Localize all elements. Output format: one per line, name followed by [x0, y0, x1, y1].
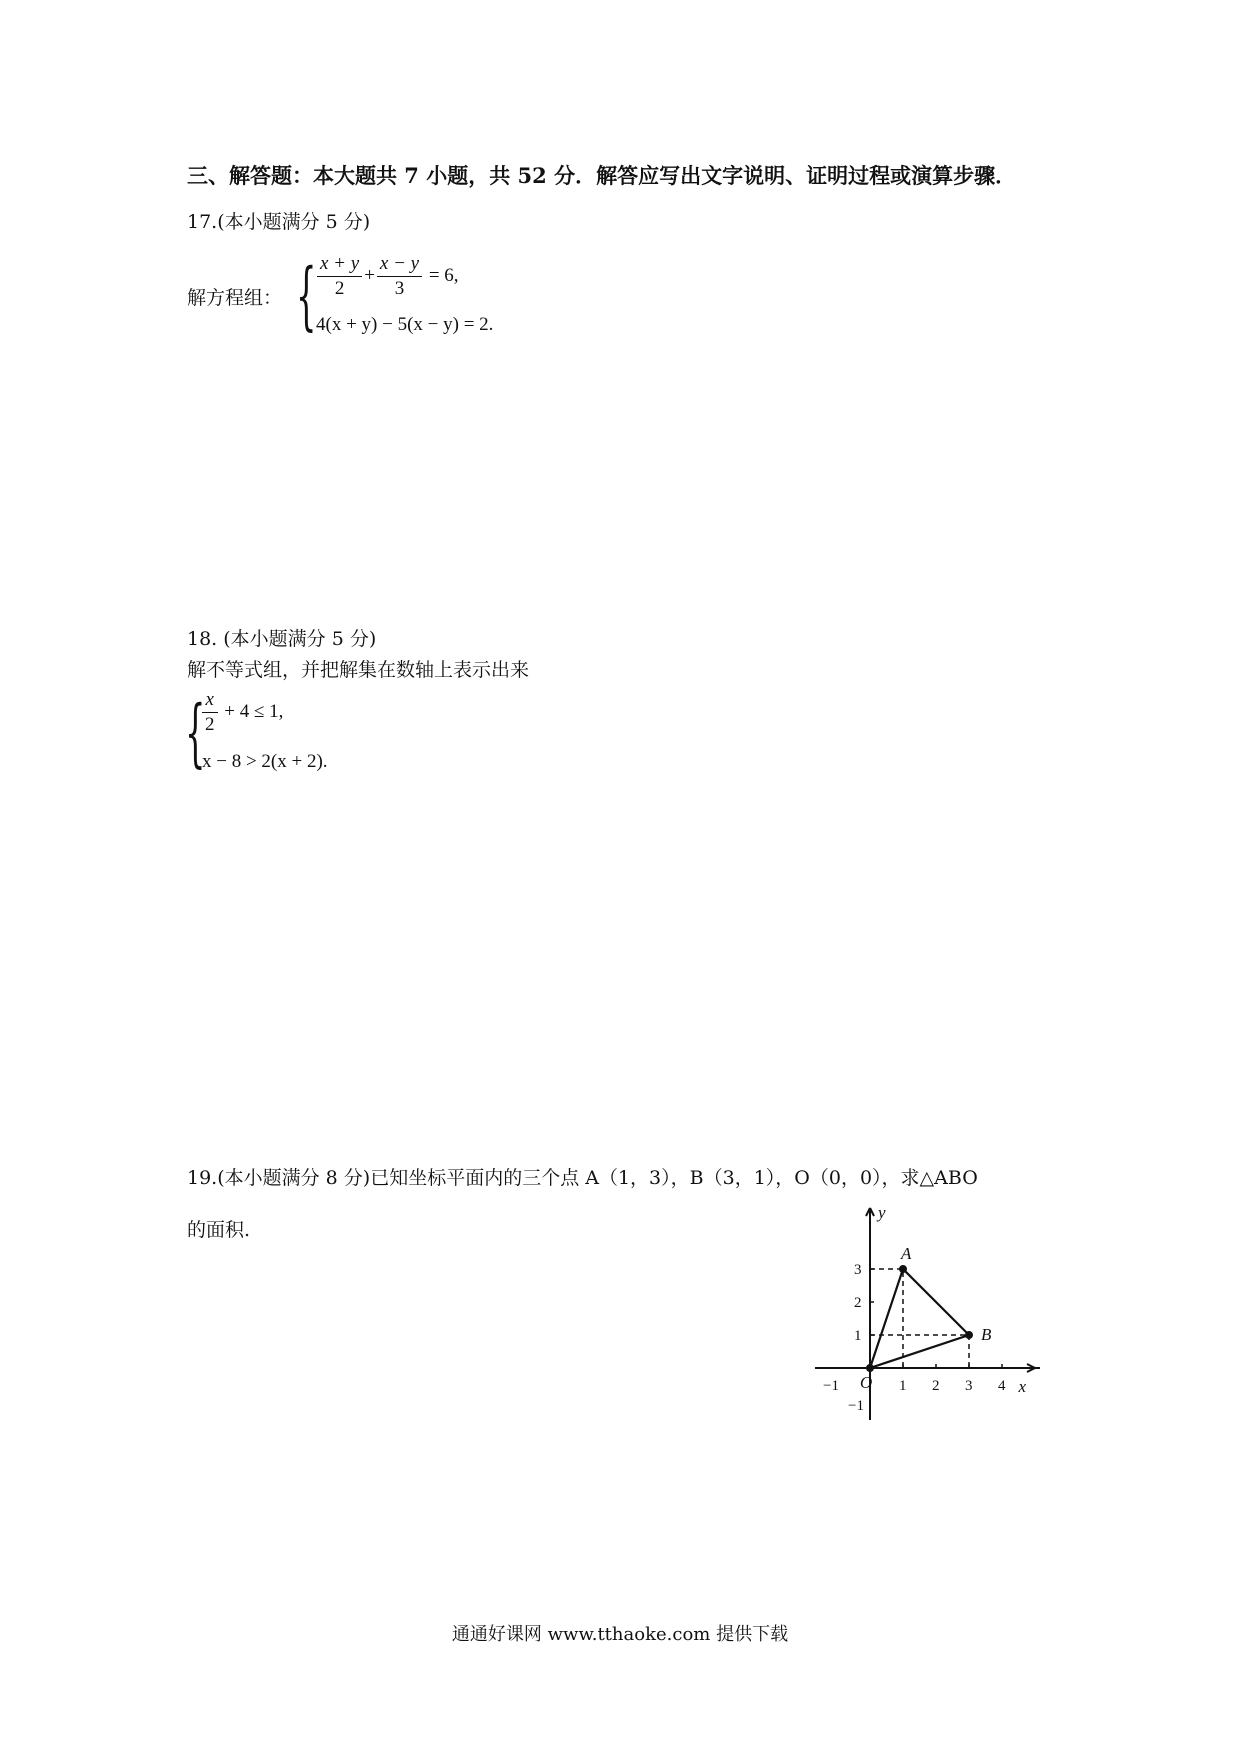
x-axis-label: x: [1018, 1377, 1027, 1396]
point-o-dot: [867, 1365, 873, 1371]
q17-equation-1: [315, 252, 459, 301]
x-tick-label: 1: [899, 1378, 907, 1394]
y-tick-label: −1: [848, 1398, 864, 1414]
q17-rhs: = 6,: [428, 264, 459, 286]
q18-inequality-1-rest: + 4 ≤ 1,: [224, 700, 284, 722]
q17-denominator-2: 3: [394, 278, 405, 299]
point-a-dot: [900, 1266, 906, 1272]
point-a-label: A: [901, 1244, 912, 1263]
q19-line-1: 19.(本小题满分 8 分)已知坐标平面内的三个点 A（1，3），B（3，1），O（0，0），求△ABO: [187, 1167, 978, 1189]
q17-fraction-1: [317, 252, 362, 301]
q17-numerator-2: x − y: [377, 252, 422, 277]
q18-header: 18. (本小题满分 5 分): [187, 628, 377, 650]
q17-header: 17.(本小题满分 5 分): [187, 211, 371, 233]
origin-label: O: [860, 1373, 873, 1392]
x-tick-label: 4: [998, 1378, 1006, 1394]
y-tick-label: 3: [854, 1262, 862, 1278]
triangle-abo: [870, 1269, 969, 1368]
q18-numerator: x: [202, 688, 218, 713]
q17-numerator-1: x + y: [317, 252, 362, 277]
footer: 通通好课网 www.tthaoke.com 提供下载: [451, 1624, 789, 1645]
q18-denominator: 2: [205, 714, 215, 735]
q17-equation-2: 4(x + y) − 5(x − y) = 2.: [316, 314, 494, 335]
q18-prompt: 解不等式组，并把解集在数轴上表示出来: [187, 659, 530, 681]
q18-fraction: [202, 688, 218, 737]
y-tick-label: 1: [854, 1328, 862, 1344]
q17-plus: +: [364, 264, 375, 286]
x-tick-label: 2: [932, 1378, 940, 1394]
q18-inequality-1: [200, 688, 283, 737]
y-tick-label: 2: [854, 1295, 862, 1311]
point-b-dot: [966, 1332, 972, 1338]
coordinate-figure: [810, 1200, 1050, 1430]
x-tick-label: −1: [823, 1378, 839, 1394]
q17-prompt: 解方程组：: [187, 287, 283, 309]
q18-inequality-2: x − 8 > 2(x + 2).: [202, 751, 328, 772]
q17-brace: {: [296, 252, 317, 339]
q17-fraction-2: [377, 252, 422, 301]
q18-brace: {: [185, 689, 206, 776]
y-axis-label: y: [878, 1203, 886, 1222]
q19-line-2: 的面积.: [187, 1219, 251, 1241]
q17-denominator-1: 2: [334, 278, 345, 299]
x-tick-label: 3: [965, 1378, 973, 1394]
section-title: 三、解答题：本大题共 7 小题，共 52 分．解答应写出文字说明、证明过程或演算步骤．: [187, 163, 1017, 188]
point-b-label: B: [981, 1325, 992, 1344]
